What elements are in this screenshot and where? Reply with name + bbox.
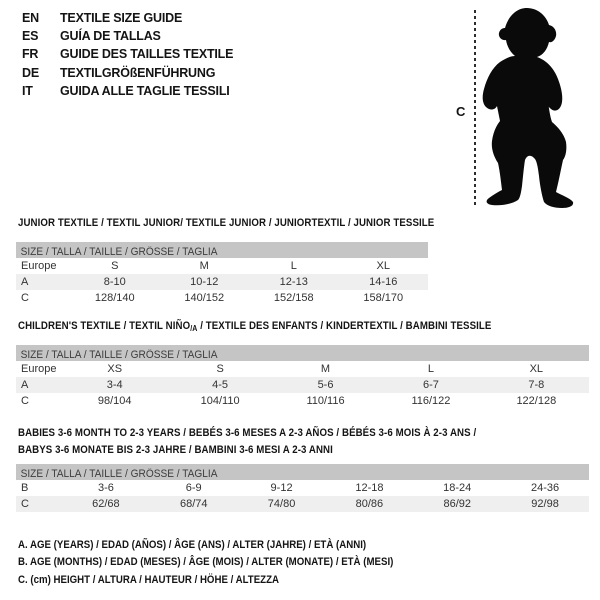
row-label: C — [21, 498, 29, 510]
table-row — [16, 393, 589, 409]
lang-label: TEXTILE SIZE GUIDE — [60, 11, 183, 25]
babies-title-line2: BABYS 3-6 MONATE BIS 2-3 JAHRE / BAMBINI 3-6 MESI A 2-3 ANNI — [18, 443, 333, 456]
table-cell: 3-4 — [106, 379, 123, 391]
row-label: Europe — [21, 363, 57, 375]
table-cell: M — [199, 260, 209, 272]
table-cell: 14-16 — [369, 276, 398, 288]
measurement-notes — [18, 537, 445, 589]
table-cell: 8-10 — [103, 276, 126, 288]
table-cell: 92/98 — [531, 498, 559, 510]
table-cell: 12-18 — [355, 482, 384, 494]
table-cell: XL — [529, 363, 544, 375]
table-cell: 110/116 — [306, 395, 345, 407]
language-list — [22, 9, 233, 100]
table-cell: 128/140 — [94, 292, 135, 304]
height-figure — [440, 2, 590, 214]
lang-label: GUÍA DE TALLAS — [60, 29, 161, 44]
table-cell: XL — [376, 260, 390, 272]
row-label: A — [21, 379, 29, 391]
table-cell: 6-9 — [185, 482, 202, 494]
table-row — [16, 361, 589, 377]
table-cell: 80/86 — [355, 498, 384, 510]
table-cell: 68/74 — [179, 498, 208, 510]
table-cell: 104/110 — [200, 395, 240, 407]
table-cell: 7-8 — [528, 379, 545, 391]
table-cell: XS — [107, 363, 123, 375]
table-cell: 116/122 — [411, 395, 451, 407]
table-cell: L — [427, 363, 434, 375]
table-cell: 122/128 — [516, 395, 557, 407]
row-label: C — [21, 395, 29, 407]
row-label: Europe — [21, 260, 57, 272]
table-cell: 18-24 — [443, 482, 472, 494]
table-cell: 74/80 — [267, 498, 296, 510]
children-size-table — [16, 345, 589, 409]
table-row — [16, 258, 428, 274]
table-cell: 98/104 — [97, 395, 132, 407]
note-age-months: B. AGE (MONTHS) / EDAD (MESES) / ÂGE (MOIS) / ALTER (MONATE) / ETÀ (MESI) — [18, 556, 394, 569]
table-cell: 3-6 — [97, 482, 114, 494]
row-label: C — [21, 292, 29, 304]
height-measure-label: C — [456, 104, 466, 119]
table-cell: 158/170 — [363, 292, 404, 304]
table-cell: 24-36 — [530, 482, 560, 494]
lang-label: TEXTILGRÖßENFÜHRUNG — [60, 65, 216, 80]
lang-code: EN — [22, 11, 39, 25]
size-header-bar — [16, 242, 428, 258]
lang-code: ES — [22, 29, 39, 44]
lang-row-en — [22, 9, 233, 27]
table-row — [16, 480, 589, 496]
table-cell: L — [290, 260, 297, 272]
table-cell: 9-12 — [270, 482, 293, 494]
table-cell: 140/152 — [184, 292, 225, 304]
table-cell: 5-6 — [317, 379, 334, 391]
note-age-years: A. AGE (YEARS) / EDAD (AÑOS) / ÂGE (ANS) / ALTER (JAHRE) / ETÀ (ANNI) — [18, 539, 367, 551]
junior-table-title: JUNIOR TEXTILE / TEXTIL JUNIOR/ TEXTILE JUNIOR / JUNIORTEXTIL / JUNIOR TESSILE — [18, 217, 435, 229]
table-cell: 10-12 — [190, 276, 219, 288]
table-cell: 86/92 — [443, 498, 471, 510]
babies-table-title — [18, 425, 476, 458]
children-title-prefix: CHILDREN'S TEXTILE / TEXTIL NIÑO — [18, 320, 191, 332]
children-table-title — [18, 320, 491, 333]
table-row — [16, 274, 428, 290]
junior-size-table — [16, 242, 428, 306]
note-height-cm: C. (cm) HEIGHT / ALTURA / HAUTEUR / HÖHE / ALTEZZA — [18, 573, 280, 586]
row-label: A — [21, 276, 29, 288]
table-cell: 152/158 — [273, 292, 314, 304]
table-cell: S — [216, 363, 224, 375]
size-header-text: SIZE / TALLA / TAILLE / GRÖSSE / TAGLIA — [20, 468, 218, 480]
lang-row-it — [22, 82, 233, 100]
table-cell: 62/68 — [92, 498, 120, 510]
babies-size-table — [16, 464, 589, 512]
table-cell: 4-5 — [212, 379, 229, 391]
lang-row-de — [22, 64, 233, 82]
lang-row-fr — [22, 45, 233, 63]
size-header-bar — [16, 464, 589, 480]
lang-code: DE — [22, 65, 39, 80]
table-row — [16, 290, 428, 306]
children-title-sub: /A — [190, 324, 198, 333]
table-cell: 6-7 — [422, 379, 439, 391]
lang-code: IT — [22, 83, 33, 98]
row-label: B — [21, 482, 29, 494]
lang-row-es — [22, 27, 233, 45]
lang-code: FR — [22, 47, 39, 62]
size-header-text: SIZE / TALLA / TAILLE / GRÖSSE / TAGLIA — [20, 349, 218, 361]
table-row — [16, 496, 589, 512]
table-row — [16, 377, 589, 393]
height-measure-dashed-line — [474, 10, 476, 208]
children-title-suffix: / TEXTILE DES ENFANTS / KINDERTEXTIL / BAMBINI TESSILE — [197, 320, 492, 332]
size-header-text: SIZE / TALLA / TAILLE / GRÖSSE / TAGLIA — [20, 246, 218, 258]
babies-title-line1: BABIES 3-6 MONTH TO 2-3 YEARS / BEBÉS 3-6 MESES A 2-3 AÑOS / BÉBÉS 3-6 MOIS À 2-3 ANS / — [18, 427, 477, 439]
size-header-bar — [16, 345, 589, 361]
lang-label: GUIDE DES TAILLES TEXTILE — [60, 47, 234, 62]
lang-label: GUIDA ALLE TAGLIE TESSILI — [60, 83, 230, 98]
table-cell: M — [320, 363, 331, 375]
toddler-silhouette-icon — [482, 6, 578, 210]
table-cell: 12-13 — [279, 276, 308, 288]
table-cell: S — [111, 260, 119, 272]
